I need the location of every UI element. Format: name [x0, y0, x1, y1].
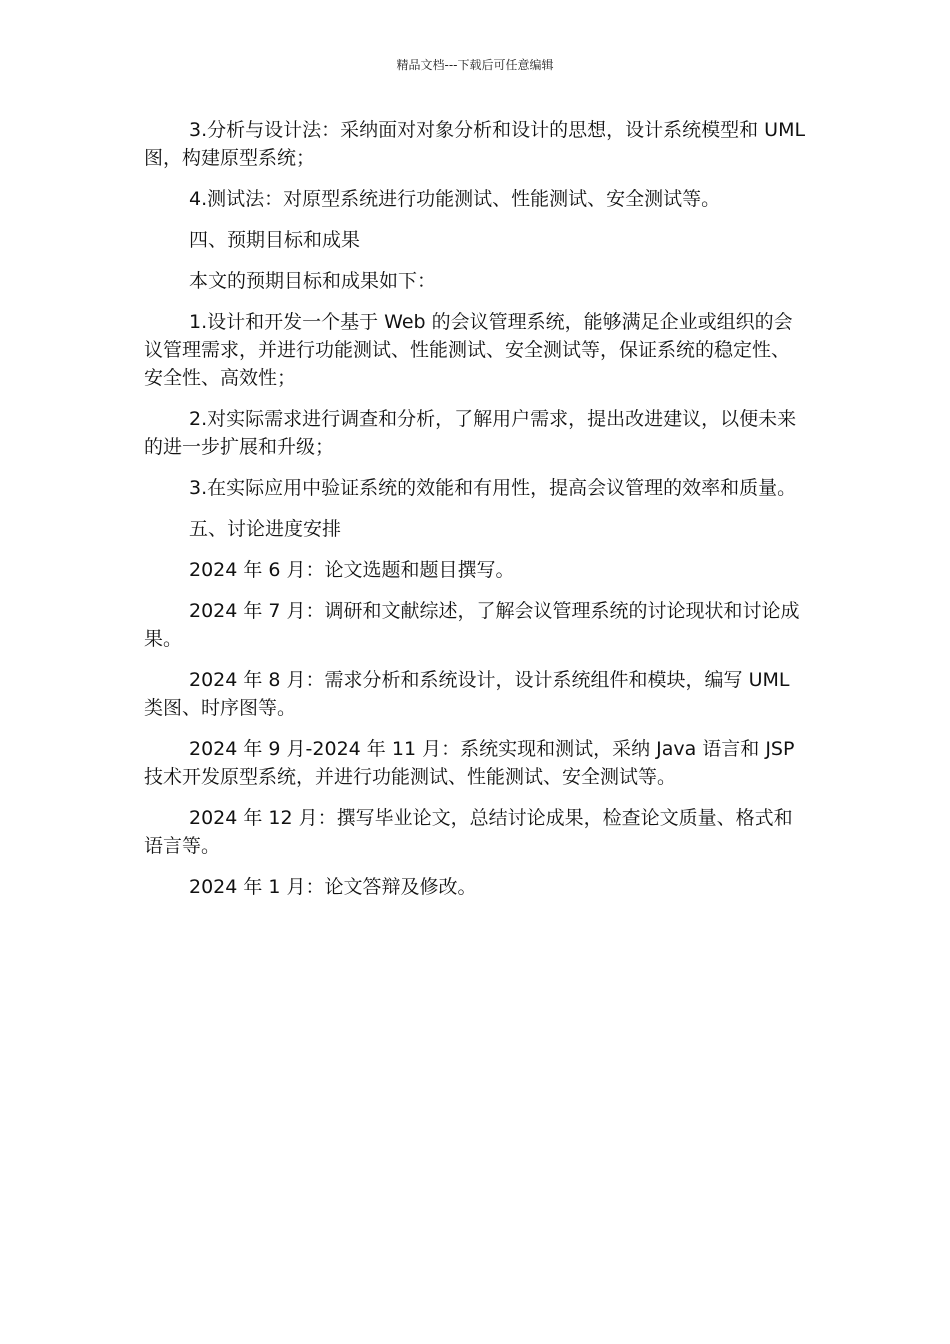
document-body [144, 116, 808, 914]
paragraph-goal-3: 3.在实际应用中验证系统的效能和有用性，提高会议管理的效率和质量。 [189, 477, 797, 499]
paragraph-goal-2: 2.对实际需求进行调查和分析，了解用户需求，提出改进建议，以便未来的进一步扩展和升级； [144, 408, 797, 458]
section-heading-schedule: 五、讨论进度安排 [189, 518, 342, 540]
schedule-item-january: 2024 年 1 月：论文答辩及修改。 [189, 876, 477, 898]
page-header: 精品文档---下载后可任意编辑 [396, 58, 554, 72]
schedule-item-june: 2024 年 6 月：论文选题和题目撰写。 [189, 559, 515, 581]
schedule-item-september-november: 2024 年 9 月-2024 年 11 月：系统实现和测试，采纳 Java 语言和 JSP 技术开发原型系统，并进行功能测试、性能测试、安全测试等。 [144, 738, 795, 788]
schedule-item-july: 2024 年 7 月：调研和文献综述，了解会议管理系统的讨论现状和讨论成果。 [144, 600, 800, 650]
schedule-item-december: 2024 年 12 月：撰写毕业论文，总结讨论成果，检查论文质量、格式和语言等。 [144, 807, 793, 857]
paragraph-method-testing: 4.测试法：对原型系统进行功能测试、性能测试、安全测试等。 [189, 188, 721, 210]
paragraph-goal-1: 1.设计和开发一个基于 Web 的会议管理系统，能够满足企业或组织的会议管理需求，并进行功能测试、性能测试、安全测试等，保证系统的稳定性、安全性、高效性； [144, 311, 793, 389]
section-heading-goals: 四、预期目标和成果 [189, 229, 361, 251]
paragraph-method-analysis: 3.分析与设计法：采纳面对对象分析和设计的思想，设计系统模型和 UML 图，构建原型系统； [144, 119, 806, 169]
paragraph-goals-intro: 本文的预期目标和成果如下： [189, 270, 437, 292]
schedule-item-august: 2024 年 8 月：需求分析和系统设计，设计系统组件和模块，编写 UML 类图、时序图等。 [144, 669, 790, 719]
